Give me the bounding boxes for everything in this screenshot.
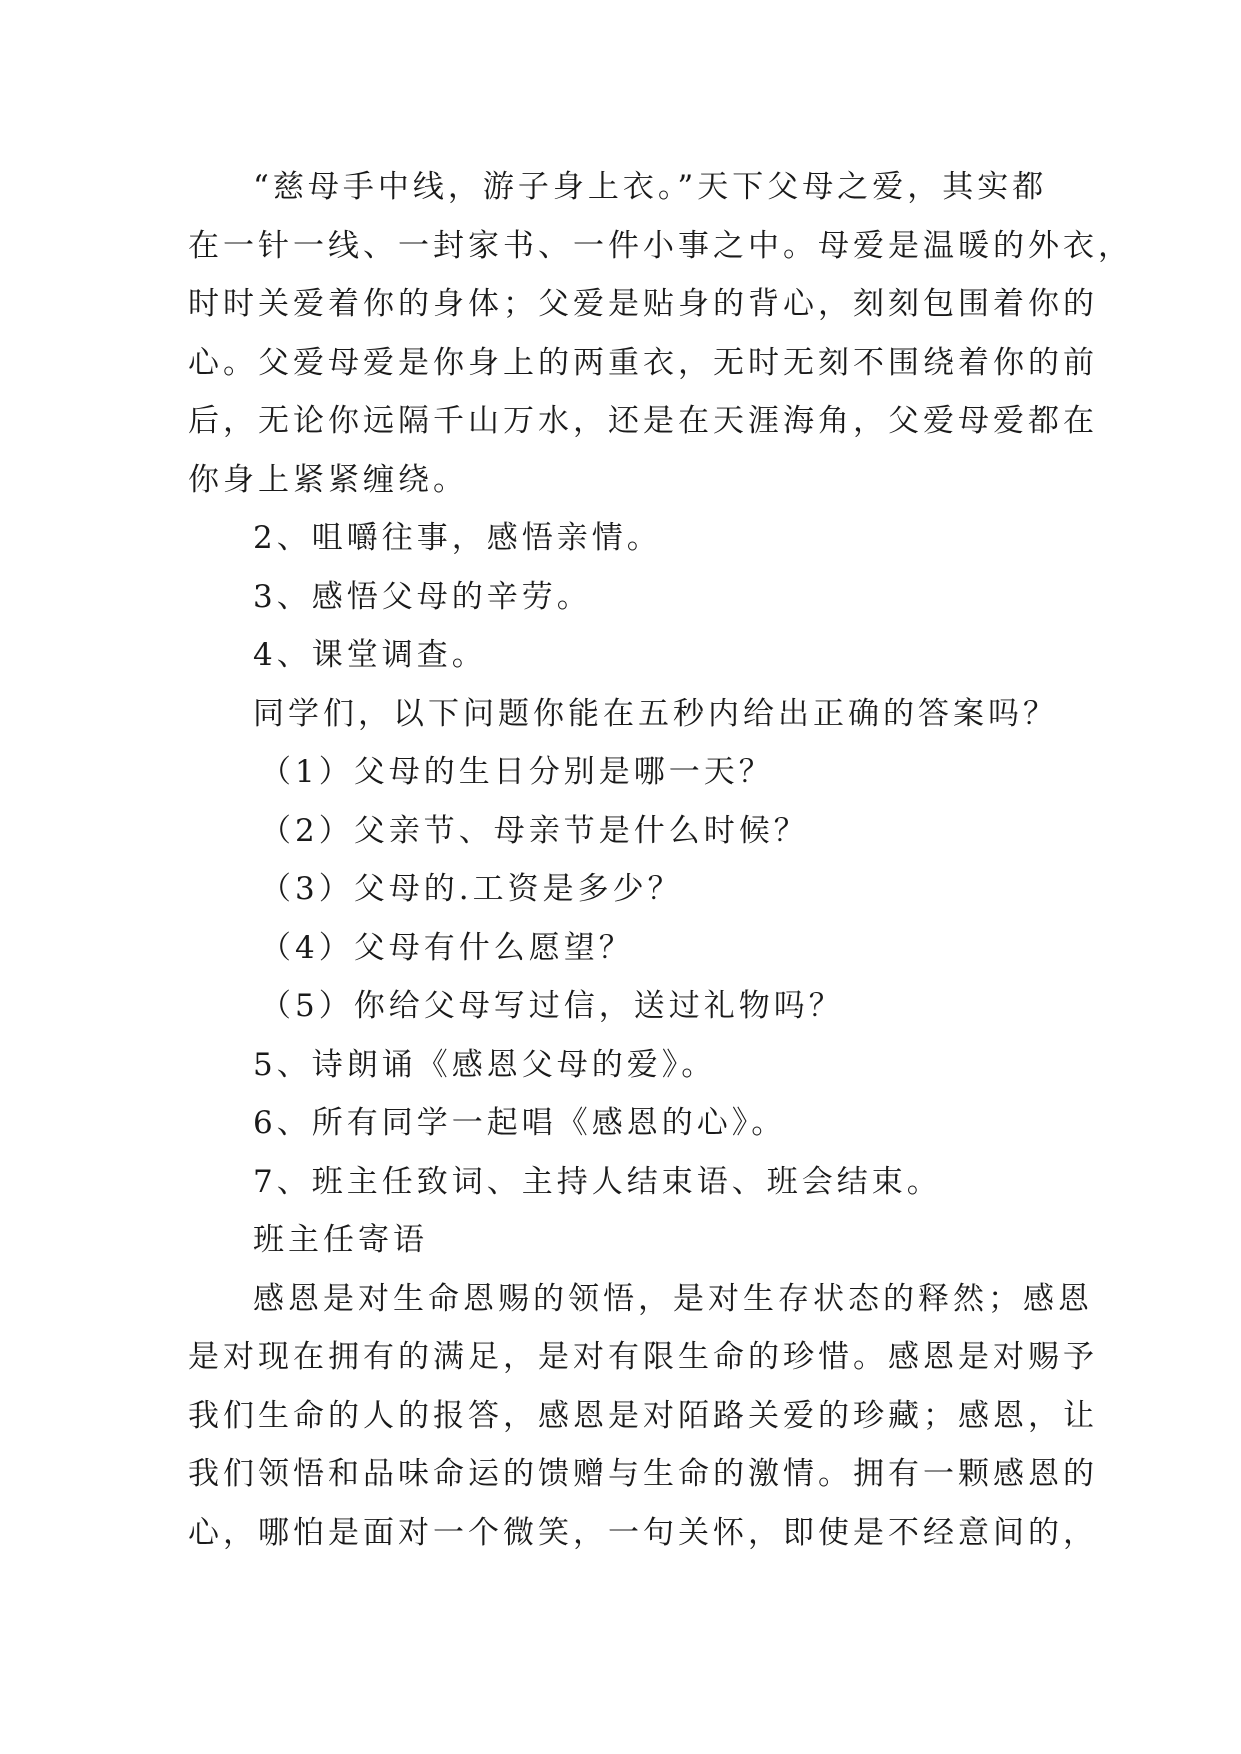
question-item: （5）你给父母写过信，送过礼物吗？	[260, 988, 844, 1024]
list-item: 2、咀嚼往事，感悟亲情。	[253, 520, 662, 556]
paragraph-line: 在一针一线、一封家书、一件小事之中。母爱是温暖的外衣，	[188, 227, 1133, 264]
paragraph-line: 我们领悟和品味命运的馈赠与生命的激情。拥有一颗感恩的	[188, 1456, 1098, 1492]
question-item: （4）父母有什么愿望？	[260, 929, 634, 966]
list-item: 7、班主任致词、主持人结束语、班会结束。	[253, 1163, 942, 1200]
paragraph-line: 同学们，以下问题你能在五秒内给出正确的答案吗？	[253, 695, 1058, 732]
paragraph-line: 是对现在拥有的满足，是对有限生命的珍惜。感恩是对赐予	[188, 1339, 1098, 1375]
question-item: （3）父母的.工资是多少？	[260, 871, 683, 907]
question-item: （1）父母的生日分别是哪一天？	[260, 754, 774, 790]
list-item: 5、诗朗诵《感恩父母的爱》。	[253, 1046, 717, 1083]
paragraph-line: 你身上紧紧缠绕。	[188, 461, 468, 498]
list-item: 4、课堂调查。	[253, 637, 487, 673]
paragraph-line: 心。父爱母爱是你身上的两重衣，无时无刻不围绕着你的前	[188, 344, 1098, 381]
document-page	[188, 158, 1133, 1562]
paragraph-line: 感恩是对生命恩赐的领悟，是对生存状态的释然；感恩	[253, 1280, 1093, 1317]
list-item: 3、感悟父母的辛劳。	[253, 578, 592, 615]
paragraph-line: 我们生命的人的报答，感恩是对陌路关爱的珍藏；感恩，让	[188, 1397, 1098, 1434]
paragraph-line: “慈母手中线，游子身上衣。”天下父母之爱，其实都	[253, 169, 1048, 205]
list-item: 6、所有同学一起唱《感恩的心》。	[253, 1105, 787, 1141]
paragraph-line: 时时关爱着你的身体；父爱是贴身的背心，刻刻包围着你的	[188, 286, 1098, 322]
question-item: （2）父亲节、母亲节是什么时候？	[260, 812, 809, 849]
paragraph-line: 心，哪怕是面对一个微笑，一句关怀，即使是不经意间的，	[188, 1514, 1098, 1551]
paragraph-line: 后，无论你远隔千山万水，还是在天涯海角，父爱母爱都在	[188, 403, 1098, 439]
section-heading: 班主任寄语	[253, 1222, 428, 1258]
